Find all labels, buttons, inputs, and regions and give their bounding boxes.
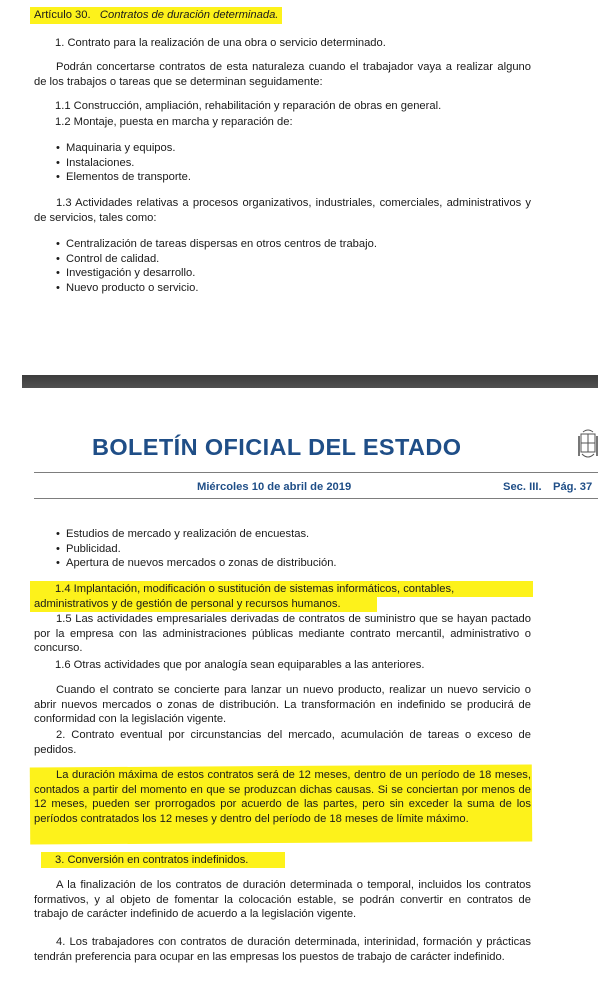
issue-date: Miércoles 10 de abril de 2019 <box>197 481 352 493</box>
duration-paragraph: La duración máxima de estos contratos será de 12 meses, dentro de un período de 18 meses, contados a partir del momento en que se produzcan dichas causas. Si se conciertan por menos de 12 meses, pueden ser prorrogados por acuerdo de las partes, pero sin exceder la suma de los períodos contratados los 12 meses y dentro del período de 18 meses de límite máximo. <box>34 769 531 825</box>
item-1: 1. Contrato para la realización de una obra o servicio determinado. <box>55 37 386 49</box>
list-item: • Control de calidad. <box>56 252 377 267</box>
list-item: • Publicidad. <box>56 542 337 557</box>
list-marketing <box>56 527 337 571</box>
list-item: • Centralización de tareas dispersas en otros centros de trabajo. <box>56 237 377 252</box>
item-1-4-line2: administrativos y de gestión de personal y recursos humanos. <box>34 598 341 610</box>
launch-paragraph: Cuando el contrato se concierte para lanzar un nuevo producto, realizar un nuevo servicio o abrir nuevos mercados o zonas de distribución. La transformación en indefinido se producirá de conformidad con la legislación vigente. <box>34 684 531 725</box>
item-1-2: 1.2 Montaje, puesta en marcha y reparación de: <box>55 116 293 128</box>
section-label: Sec. III. <box>503 481 542 493</box>
list-machinery <box>56 141 191 185</box>
list-item: • Apertura de nuevos mercados o zonas de distribución. <box>56 556 337 571</box>
item-2: 2. Contrato eventual por circunstancias del mercado, acumulación de tareas o exceso de pedidos. <box>34 729 531 756</box>
item-1-6: 1.6 Otras actividades que por analogía sean equiparables a las anteriores. <box>55 659 425 671</box>
page-divider <box>22 375 598 388</box>
boe-title: BOLETÍN OFICIAL DEL ESTADO <box>92 434 462 460</box>
item-1-1: 1.1 Construcción, ampliación, rehabilitación y reparación de obras en general. <box>55 100 442 112</box>
article-heading <box>30 8 282 23</box>
page-number: Pág. 37 <box>553 481 593 493</box>
article-title: Contratos de duración determinada. <box>99 9 279 21</box>
coat-of-arms-icon <box>578 428 598 468</box>
intro-paragraph: Podrán concertarse contratos de esta naturaleza cuando el trabajador vaya a realizar alguno de los trabajos o tareas que se determinan seguidamente: <box>34 61 531 88</box>
item-1-3: 1.3 Actividades relativas a procesos organizativos, industriales, comerciales, administrativos y de servicios, tales como: <box>34 197 531 224</box>
article-label: Artículo 30. <box>34 9 91 21</box>
conversion-paragraph: A la finalización de los contratos de duración determinada o temporal, incluidos los contratos formativos, y al objeto de fomentar la colocación estable, se podrán convertir en contratos de trabajo de carácter indefinido de acuerdo a la legislación vigente. <box>34 879 531 920</box>
list-item: • Estudios de mercado y realización de encuestas. <box>56 527 337 542</box>
list-item: • Elementos de transporte. <box>56 170 191 185</box>
item-1-4-line1: 1.4 Implantación, modificación o sustitución de sistemas informáticos, contables, <box>55 583 455 595</box>
item-1-5: 1.5 Las actividades empresariales derivadas de contratos de suministro que se hayan pactado por la empresa con las administraciones públicas mediante contrato mercantil, administrativo o concurso. <box>34 613 531 654</box>
item-4: 4. Los trabajadores con contratos de duración determinada, interinidad, formación y prácticas tendrán preferencia para ocupar en las empresas los puestos de trabajo de carácter indefinido. <box>34 936 531 963</box>
item-3: 3. Conversión en contratos indefinidos. <box>55 854 249 866</box>
list-item: • Instalaciones. <box>56 156 191 171</box>
list-item: • Investigación y desarrollo. <box>56 266 377 281</box>
list-item: • Nuevo producto o servicio. <box>56 281 377 296</box>
list-activities <box>56 237 377 295</box>
header-rule-top <box>34 472 598 473</box>
list-item: • Maquinaria y equipos. <box>56 141 191 156</box>
header-rule-bottom <box>34 498 598 499</box>
